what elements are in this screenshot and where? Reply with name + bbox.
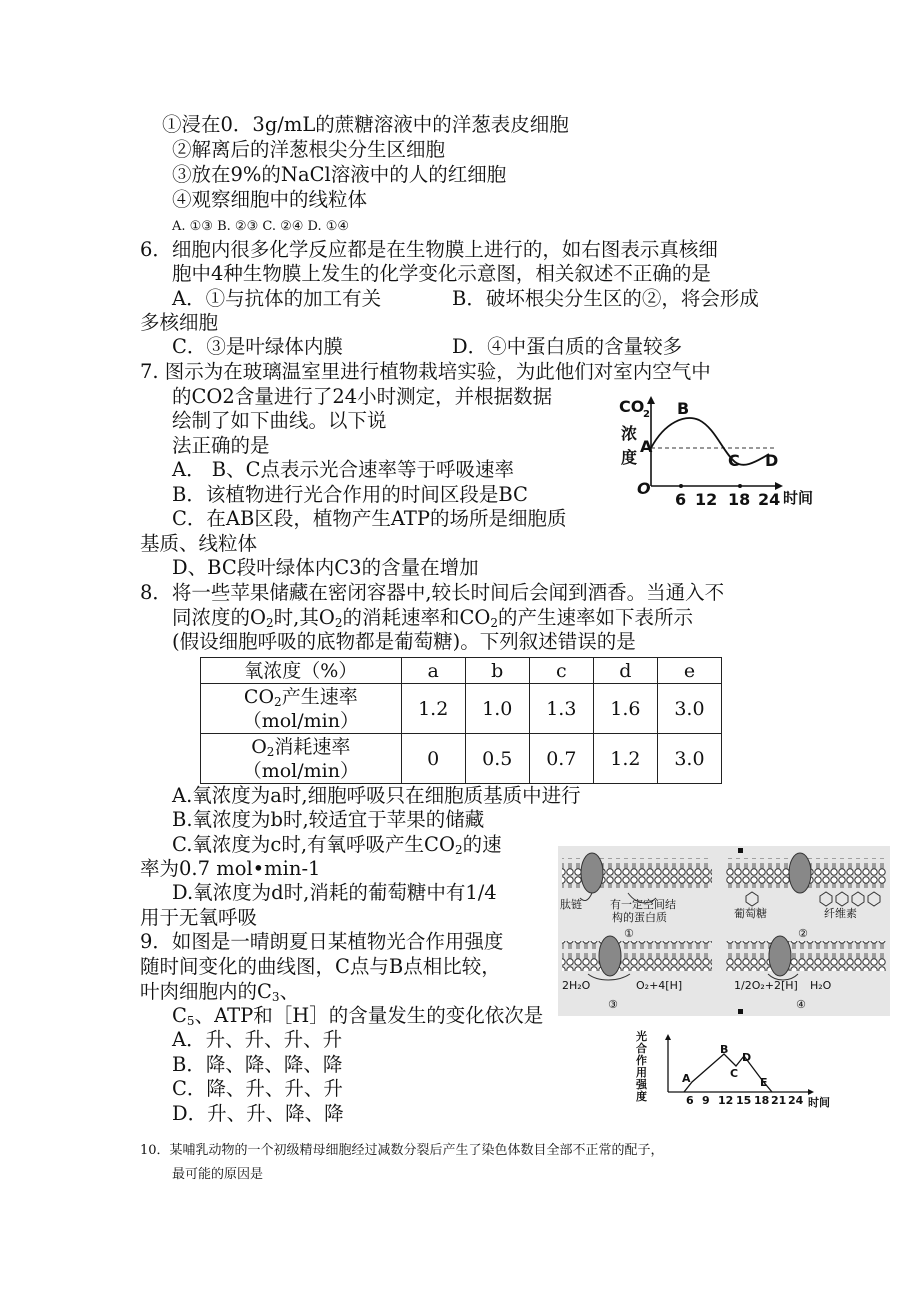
fig6-panel-number-1: ① [624,927,634,940]
fig9-point-d: D [742,1051,752,1064]
fig7-tick-dot-6 [679,484,683,488]
photosynthesis-figure [632,1030,844,1112]
fig9-curve [684,1054,772,1092]
q6-option-a: A．①与抗体的加工有关 [172,287,382,310]
fig7-origin: O [637,479,651,498]
table-cell: 0 [401,734,465,784]
fig9-xtick: 21 [771,1094,787,1107]
q9-stem-3: 叶肉细胞内的$C_3$、 [140,980,300,1004]
fig7-point-b: B [677,399,690,418]
membrane-figure [558,846,890,1016]
membrane-3 [562,941,712,971]
q8-option-c: C.氧浓度为c时,有氧呼吸产生$CO_2$的速 [172,833,502,857]
fig9-point-b: B [720,1043,729,1056]
fig9-xtick: 24 [788,1094,804,1107]
table-cell: 1.6 [593,684,657,734]
q7-stem-1: 7. 图示为在玻璃温室里进行植物栽培实验，为此他们对室内空气中 [140,360,711,383]
fig6-cellulose-label: 纤维素 [824,907,857,920]
figure-handle-mark [738,848,743,853]
table-cell: 1.2 [593,734,657,784]
q8-stem-3: (假设细胞呼吸的底物都是葡萄糖)。下列叙述错误的是 [172,630,636,653]
q7-option-b: B．该植物进行光合作用的时间区段是BC [172,483,528,506]
table-header-cell: a [401,658,465,684]
q6-stem-1: 6．细胞内很多化学反应都是在生物膜上进行的，如右图表示真核细 [140,238,718,261]
q6-option-b-cont: 多核细胞 [140,311,219,334]
q7-option-c-cont: 基质、线粒体 [140,532,258,555]
table-row [201,734,722,784]
q9-stem-1: 9．如图是一晴朗夏日某植物光合作用强度 [140,930,504,953]
fig9-y-arrow [665,1034,671,1040]
fig7-ylabel-nong: 浓 [621,424,638,443]
fig9-xtick: 12 [718,1094,734,1107]
fig7-xtick-18: 18 [728,490,751,509]
table-header-cell: b [465,658,529,684]
q6-option-d: D．④中蛋白质的含量较多 [452,335,683,358]
q5-item-1: ①浸在0．3g/mL的蔗糖溶液中的洋葱表皮细胞 [162,113,569,136]
fig9-xtick: 18 [754,1094,770,1107]
fig9-x-arrow [808,1089,814,1095]
table-header-cell: c [529,658,593,684]
q10-line-1: 10．某哺乳动物的一个初级精母细胞经过减数分裂后产生了染色体数目全部不正常的配子， [140,1143,664,1158]
table-cell: 1.0 [465,684,529,734]
fig6-panel-number-2: ② [798,927,808,940]
table-cell: 0.5 [465,734,529,784]
q9-option-c: C．降、升、升、升 [172,1077,343,1100]
fig7-ylabel-sub: 2 [643,409,650,420]
protein-3 [599,936,621,976]
fig6-product-label: H₂O [810,979,832,992]
q5-item-3: ③放在9%的NaCl溶液中的人的红细胞 [172,163,507,186]
q8-option-d-cont: 用于无氧呼吸 [140,906,258,929]
fig9-ylabel-char: 度 [636,1090,647,1103]
q9-stem-2: 随时间变化的曲线图，C点与B点相比较， [140,955,501,978]
q9-option-d: D．升、升、降、降 [172,1102,344,1125]
q5-options: A. ①③ B. ②③ C. ②④ D. ①④ [172,219,350,234]
fig9-xtick: 6 [686,1094,694,1107]
table-cell: 1.2 [401,684,465,734]
fig9-xlabel: 时间 [808,1096,830,1109]
fig9-point-c: C [730,1067,739,1080]
fig7-xtick-24: 24 [758,490,781,509]
table-header-cell: 氧浓度（%） [201,658,402,684]
q9-option-b: B．降、降、降、降 [172,1053,343,1076]
fig6-panel-number-4: ④ [796,998,806,1011]
q5-item-4: ④观察细胞中的线粒体 [172,188,368,211]
table-cell: 0.7 [529,734,593,784]
q10-line-2: 最可能的原因是 [172,1167,264,1182]
q7-stem-2: 的CO2含量进行了24小时测定，并根据数据 [172,385,553,408]
protein-2 [789,853,811,893]
protein-1 [581,853,603,893]
q7-option-c: C．在AB区段，植物产生ATP的场所是细胞质 [172,507,567,530]
fig7-tick-dot-18 [738,484,742,488]
fig7-x-arrow [775,482,783,490]
fig7-curve [651,418,769,465]
q6-option-b: B．破坏根尖分生区的②，将会形成 [452,287,759,310]
table-cell: 1.3 [529,684,593,734]
fig7-point-d: D [765,451,779,470]
fig9-point-a: A [682,1072,691,1085]
figure-handle-mark [738,1009,743,1014]
fig9-xtick: 9 [702,1094,710,1107]
fig6-panel-number-3: ③ [608,998,618,1011]
fig6-peptide-label: 肽链 [560,898,582,911]
q6-option-c: C．③是叶绿体内膜 [172,335,343,358]
q9-stem-4: $C_5$、ATP和［H］的含量发生的变化依次是 [172,1004,544,1028]
fig7-xtick-12: 12 [695,490,718,509]
table-header-cell: e [657,658,721,684]
q7-stem-4: 法正确的是 [172,434,270,457]
table-cell: 3.0 [657,734,721,784]
membrane-4 [726,941,886,971]
q8-stem-1: 8．将一些苹果储藏在密闭容器中,较长时间后会闻到酒香。当通入不 [140,581,725,604]
table-header-row [201,658,722,684]
table-cell: 3.0 [657,684,721,734]
table-header-cell: d [593,658,657,684]
q8-option-a: A.氧浓度为a时,细胞呼吸只在细胞质基质中进行 [172,784,581,807]
fig6-protein-label-1: 有一定空间结 [610,898,676,911]
fig7-xtick-6: 6 [675,490,687,509]
q8-option-b: B.氧浓度为b时,较适宜于苹果的储藏 [172,808,485,831]
protein-4 [769,936,791,976]
fig9-point-e: E [760,1076,768,1089]
fig7-ylabel-du: 度 [621,448,638,467]
fig6-oxygen-label: O₂+4[H] [636,979,683,992]
table-row-label: $CO_2$产生速率 （mol/min） [201,684,402,734]
q7-option-a: A． B、C点表示光合速率等于呼吸速率 [172,458,515,481]
fig9-ylabel-char: 作 [636,1054,647,1067]
q9-option-a: A．升、升、升、升 [172,1028,343,1051]
q8-stem-2: 同浓度的$O_2$时,其$O_2$的消耗速率和$CO_2$的产生速率如下表所示 [172,606,694,630]
fig9-xtick: 15 [736,1094,752,1107]
fig6-protein-label-2: 构的蛋白质 [612,911,667,924]
fig9-ylabel-char: 用 [636,1066,647,1079]
q8-option-c-cont: 率为0.7 mol•min-1 [140,857,321,880]
fig7-point-c: C [728,451,740,470]
fig7-ylabel-co: CO [619,397,645,416]
fig6-glucose-label: 葡萄糖 [734,907,767,920]
q7-stem-3: 绘制了如下曲线。以下说 [172,409,387,432]
co2-curve-figure [615,392,830,517]
table-row-label: $O_2$消耗速率 （mol/min） [201,734,402,784]
q5-item-2: ②解离后的洋葱根尖分生区细胞 [172,138,446,161]
fig7-xlabel: 时间 [783,489,814,507]
q8-option-d: D.氧浓度为d时,消耗的葡萄糖中有1/4 [172,881,497,904]
fig6-water-label: 2H₂O [562,979,591,992]
fig6-reactant-label: 1/2O₂+2[H] [734,979,798,992]
fig9-ylabel-char: 合 [636,1042,647,1055]
q6-stem-2: 胞中4种生物膜上发生的化学变化示意图，相关叙述不正确的是 [172,262,711,285]
fig7-point-a: A [640,437,653,456]
q8-data-table [200,657,722,784]
table-row [201,684,722,734]
q7-option-d: D、BC段叶绿体内C3的含量在增加 [172,556,479,579]
fig9-ylabel-char: 光 [636,1030,647,1043]
fig9-ylabel-char: 强 [636,1078,647,1091]
fig7-y-arrow [647,396,655,404]
